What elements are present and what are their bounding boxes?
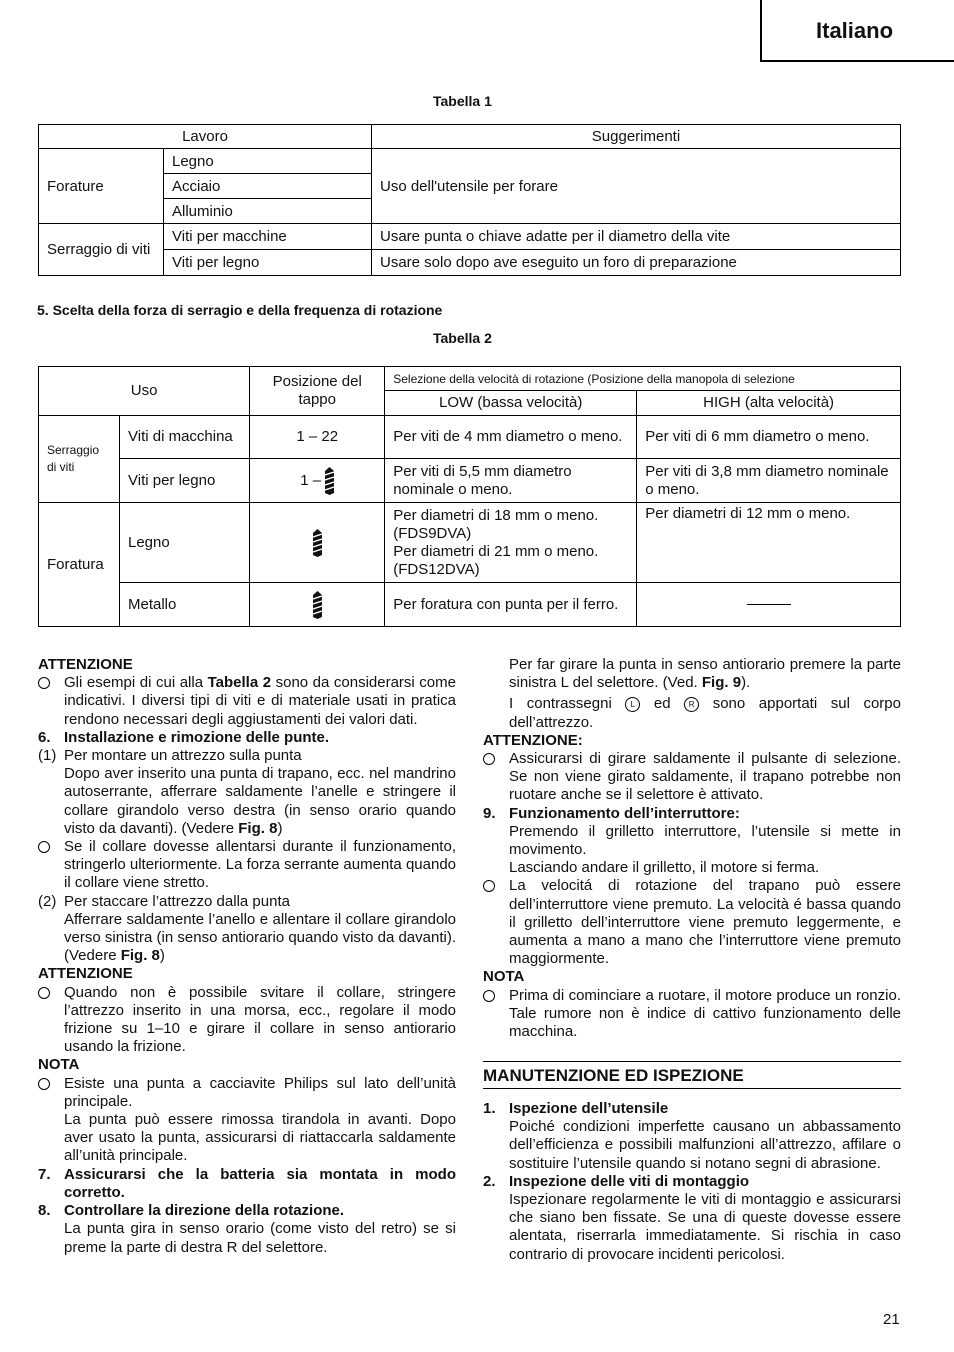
paragraph xyxy=(38,911,456,966)
section-number: 1. xyxy=(483,1100,496,1117)
left-column xyxy=(38,656,456,1257)
bullet-circle-icon xyxy=(38,1078,50,1090)
table2-row-high: Per viti di 3,8 mm diametro nominale o meno. xyxy=(637,459,901,503)
paragraph: La punta gira in senso orario (come visto del retro) se si preme la parte di destra R del selettore. xyxy=(64,1220,456,1256)
section-title: Funzionamento dell’interruttore: xyxy=(509,804,740,822)
table1-item: Viti per macchine xyxy=(164,224,372,250)
attention-heading: ATTENZIONE xyxy=(38,965,133,983)
text: ). xyxy=(741,674,751,692)
note-item xyxy=(483,877,901,968)
paragraph xyxy=(483,656,901,692)
section-7-heading xyxy=(38,1166,456,1202)
attention-item xyxy=(38,984,456,1057)
table2-row-high-empty xyxy=(637,583,901,627)
section-8-heading xyxy=(38,1202,456,1220)
maintenance-column xyxy=(483,1100,901,1264)
table1-material: Alluminio xyxy=(164,199,372,224)
note-item xyxy=(38,838,456,893)
text: La velocitá di rotazione del trapano può essere dell’interruttore viene premuto. La velocità é bassa quando il grilletto dell’interruttore viene premuto leggermente, e aumenta a mano a mano che l’interruttore viene premuto maggiormente. xyxy=(509,877,901,968)
text: I contrassegni xyxy=(509,695,626,713)
maintenance-1-heading xyxy=(483,1100,901,1118)
text: sono da considerarsi come indicativi. I diversi tipi di viti e di materiale usati in pratica rendono necessari degli aggiustamenti dei valori dati. xyxy=(64,674,456,728)
section-6-heading xyxy=(38,729,456,747)
section-title: Inspezione delle viti di montaggio xyxy=(509,1172,750,1190)
paragraph xyxy=(38,765,456,838)
table2-row-high: Per viti di 6 mm diametro o meno. xyxy=(637,416,901,459)
paragraph: Ispezionare regolarmente le viti di montaggio e assicurarsi che siano ben fissate. Se una di queste dovesse essere alentata, riserrarla immediatamente. Si rischia in caso contrario di provocare incidenti pericolosi. xyxy=(509,1191,901,1263)
bullet-circle-icon xyxy=(38,677,50,689)
table2-row-label: Viti per legno xyxy=(120,459,250,503)
text: Prima di cominciare a ruotare, il motore produce un ronzio. Tale rumore non è indice di cattivo funzionamento delle macchina. xyxy=(509,986,901,1041)
note-heading: NOTA xyxy=(38,1056,80,1074)
attention-heading: ATTENZIONE: xyxy=(483,731,583,749)
fig-ref: Fig. 9 xyxy=(701,674,742,692)
table2-row-label: Viti di macchina xyxy=(120,416,250,459)
text: Quando non è possibile svitare il collare, stringere l’attrezzo inserito in una morsa, ecc., regolare il modo frizione su 1–10 e girare il collare in senso antiorario usando la frizione. xyxy=(64,983,456,1056)
text: Se il collare dovesse allentarsi durante il funzionamento, stringerlo ulteriormente. La forza serrante aumenta quando il collare viene stretto. xyxy=(64,838,456,892)
section-number: 9. xyxy=(483,804,496,822)
section-title: Installazione e rimozione delle punte. xyxy=(64,728,330,746)
bullet-circle-icon xyxy=(483,990,495,1002)
table2-row-low: Per diametri di 18 mm o meno. (FDS9DVA) xyxy=(393,506,599,542)
table2-row-low: Per viti de 4 mm diametro o meno. xyxy=(385,416,637,459)
text: Gli esempi di cui alla xyxy=(64,674,208,692)
text: Dopo aver inserito una punta di trapano, ecc. nel mandrino autoserrante, afferrare saldamente l’anelle e stringere il collare girandolo verso destra (in senso orario quando visto da davanti). (Vedere xyxy=(64,765,456,837)
table1-material: Acciaio xyxy=(164,174,372,199)
rotate-right-icon: R xyxy=(684,697,699,712)
table2-serraggio: Serraggio di viti xyxy=(39,416,120,503)
drill-bit-icon xyxy=(313,529,322,557)
table2-row-pos-cell xyxy=(250,459,385,503)
table2-row-pos-cell xyxy=(250,583,385,627)
table2-head-high: HIGH (alta velocità) xyxy=(637,391,901,416)
sub-title: Per montare un attrezzo sulla punta xyxy=(64,747,302,765)
text: Assicurarsi di girare saldamente il pulsante di selezione. Se non viene girato saldamente, il trapano potrebbe non ruotare anche se il selettore è attivato. xyxy=(509,750,901,804)
table2-head-selezione: Selezione della velocità di rotazione (Posizione della manopola di selezione xyxy=(385,367,901,391)
section-title: Ispezione dell’utensile xyxy=(509,1100,669,1117)
sub-number: (2) xyxy=(38,892,57,910)
table1 xyxy=(38,124,901,276)
table1-forature: Forature xyxy=(39,149,164,224)
table2-head-uso: Uso xyxy=(39,367,250,416)
section-title: Controllare la direzione della rotazione. xyxy=(64,1202,345,1220)
section-number: 6. xyxy=(38,728,51,746)
text: sono apportati sul corpo dell’attrezzo. xyxy=(509,695,901,731)
table1-head-suggerimenti: Suggerimenti xyxy=(372,125,901,149)
text: ) xyxy=(159,947,165,965)
section-number: 8. xyxy=(38,1202,51,1220)
note-heading: NOTA xyxy=(483,968,525,986)
right-column xyxy=(483,656,901,1041)
table2-row-pos: 1 – xyxy=(300,471,322,489)
table1-forature-hint: Uso dell'utensile per forare xyxy=(372,149,901,224)
maintenance-section-title: MANUTENZIONE ED ISPEZIONE xyxy=(483,1061,901,1089)
section-title: Assicurarsi che la batteria sia montata in modo corretto. xyxy=(64,1165,456,1201)
table2-row-low: Per foratura con punta per il ferro. xyxy=(385,583,637,627)
paragraph: La punta può essere rimossa tirandola in avanti. Dopo aver usato la punta, assicurarsi di riattaccarla saldamente all’unità principale. xyxy=(64,1111,456,1165)
language-label: Italiano xyxy=(816,18,894,43)
attention-item xyxy=(483,750,901,805)
maintenance-2-heading xyxy=(483,1173,901,1191)
table2-row-pos: 1 – 22 xyxy=(250,416,385,459)
paragraph: Premendo il grilletto interruttore, l’utensile si mette in movimento. xyxy=(509,822,901,859)
subsection-6-1 xyxy=(38,747,456,765)
table2-row-pos-cell xyxy=(250,503,385,583)
section-number: 7. xyxy=(38,1165,51,1183)
drill-bit-icon xyxy=(325,467,334,495)
paragraph: Poiché condizioni imperfette causano un abbassamento dell’efficienza e possibili malfunzioni all’attrezzo, affilare o sostituire l’utensile quando si notano segni di abrasione. xyxy=(509,1118,901,1172)
rotate-left-icon: L xyxy=(625,697,640,712)
bullet-circle-icon xyxy=(38,987,50,999)
table-ref: Tabella 2 xyxy=(207,674,272,692)
text: Afferrare saldamente l’anello e allentare il collare girandolo verso sinistra (in senso antiorario quando visto da davanti). (Vedere xyxy=(64,910,456,965)
sub-number: (1) xyxy=(38,747,57,765)
table2-caption: Tabella 2 xyxy=(433,330,492,346)
table2-row-label: Metallo xyxy=(120,583,250,627)
paragraph: Lasciando andare il grilletto, il motore si ferma. xyxy=(509,859,820,877)
table2-row-low: Per diametri di 21 mm o meno. (FDS12DVA) xyxy=(393,542,599,578)
page-number: 21 xyxy=(883,1311,900,1328)
language-tab xyxy=(760,0,954,62)
table2 xyxy=(38,366,901,627)
table2-row-label: Legno xyxy=(120,503,250,583)
attention-item xyxy=(38,674,456,729)
bullet-circle-icon xyxy=(483,753,495,765)
note-item xyxy=(38,1075,456,1111)
section-9-heading xyxy=(483,805,901,823)
dash-line xyxy=(747,604,791,605)
table1-head-lavoro: Lavoro xyxy=(39,125,372,149)
note-item xyxy=(483,987,901,1042)
table2-row-low: Per viti di 5,5 mm diametro nominale o meno. xyxy=(385,459,637,503)
text: ed xyxy=(640,695,685,713)
table1-hint: Usare punta o chiave adatte per il diametro della vite xyxy=(372,224,901,250)
fig-ref: Fig. 8 xyxy=(238,819,278,837)
table1-hint: Usare solo dopo ave eseguito un foro di preparazione xyxy=(372,250,901,276)
table1-item: Viti per legno xyxy=(164,250,372,276)
attention-heading: ATTENZIONE xyxy=(38,656,133,673)
bullet-circle-icon xyxy=(38,841,50,853)
table2-row-high: Per diametri di 12 mm o meno. xyxy=(637,503,901,583)
table1-caption: Tabella 1 xyxy=(433,93,492,109)
table1-serraggio: Serraggio di viti xyxy=(39,224,164,276)
text: Per far girare la punta in senso antiorario premere la parte sinistra L del selettore. (Ved. xyxy=(509,656,901,692)
drill-bit-icon xyxy=(313,591,322,619)
table2-head-low: LOW (bassa velocità) xyxy=(385,391,637,416)
paragraph xyxy=(483,695,901,731)
text: ) xyxy=(277,819,283,837)
section-number: 2. xyxy=(483,1172,496,1190)
bullet-circle-icon xyxy=(483,880,495,892)
sub-title: Per staccare l’attrezzo dalla punta xyxy=(64,892,290,910)
text: Esiste una punta a cacciavite Philips sul lato dell’unità principale. xyxy=(64,1074,456,1110)
fig-ref: Fig. 8 xyxy=(120,947,160,965)
table2-row-low-cell xyxy=(385,503,637,583)
subsection-6-2 xyxy=(38,893,456,911)
section-5-heading: 5. Scelta della forza di serragio e della frequenza di rotazione xyxy=(37,302,443,318)
table2-foratura: Foratura xyxy=(39,503,120,627)
table2-head-posizione: Posizione del tappo xyxy=(250,367,385,416)
table1-material: Legno xyxy=(164,149,372,174)
